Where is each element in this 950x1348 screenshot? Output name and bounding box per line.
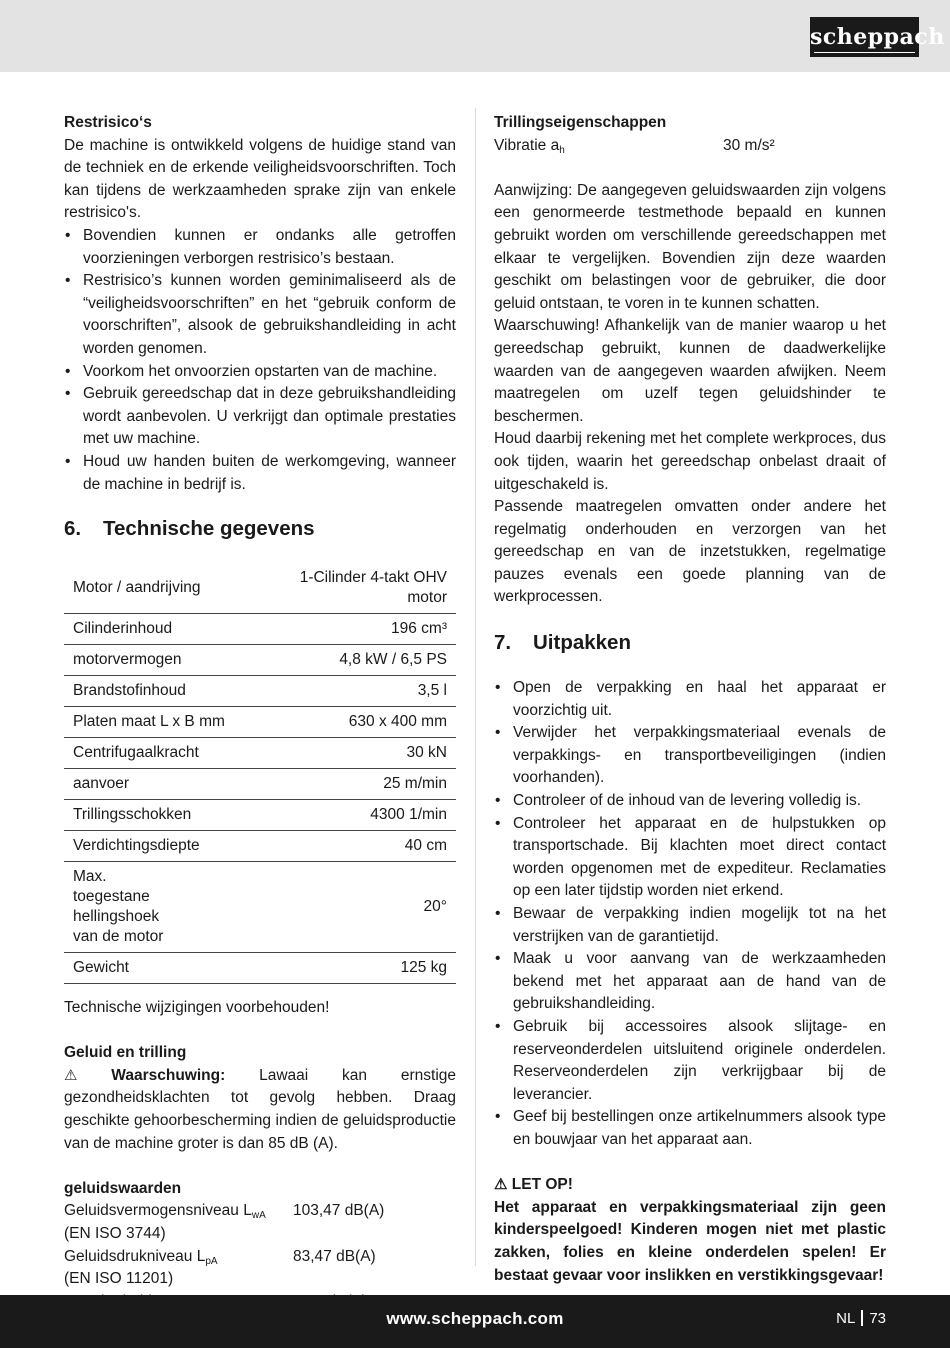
tech-label: Centrifugaalkracht [64, 738, 288, 769]
tech-value: 30 kN [288, 738, 456, 769]
list-item: • Controleer het apparaat en de hulpstukken op transportschade. Bij klachten moet direct contact worden opgenomen met de expediteur. Reclamaties op een later tijdstip worden niet erkend. [494, 813, 886, 903]
section-7-heading [494, 630, 886, 656]
table-row [64, 862, 456, 953]
list-item: • Gebruik bij accessoires alsook slijtage- en reserveonderdelen uitsluitend originele onderdelen. Reserveonderdelen zijn verkrijgbaar bij de leverancier. [494, 1016, 886, 1106]
section-title: Technische gegevens [103, 517, 315, 541]
left-column [64, 112, 456, 1313]
paragraph: Aanwijzing: De aangegeven geluidswaarden zijn volgens een genormeerde testmethode bepaald en kunnen gebruikt worden om verschillende gereedschappen met elkaar te vergelijken. Bovendien zijn deze waarden geschikt om belastingen voor de gebruiker, die door geluid ontstaan, te voren in te kunnen schatten. [494, 181, 886, 312]
list-item: • Verwijder het verpakkingsmateriaal evenals de verpakkings- en transportbeveiligingen (indien voorhanden). [494, 722, 886, 790]
vibration-value: 30 m/s² [723, 136, 775, 154]
table-row [64, 563, 456, 614]
tech-note: Technische wijzigingen voorbehouden! [64, 999, 330, 1017]
sound-label: Geluidsdrukniveau L [64, 1247, 206, 1265]
paragraph: Houd daarbij rekening met het complete werkproces, dus ook tijden, waarin het gereedschap onbelast draait of uitgeschakeld is. [494, 430, 887, 493]
risks-title: Restrisico‘s [64, 114, 152, 131]
tech-value: 1-Cilinder 4-takt OHV motor [288, 563, 456, 614]
warning-label: Waarschuwing: [111, 1066, 226, 1084]
sound-value: 83,47 dB(A) [293, 1247, 376, 1265]
table-row [64, 831, 456, 862]
noise-title: Geluid en trilling [64, 1044, 187, 1062]
table-row [64, 614, 456, 645]
list-item: • Bewaar de verpakking indien mogelijk tot na het verstrijken van de garantietijd. [494, 903, 886, 948]
tech-table [64, 563, 456, 984]
header-bar [0, 0, 950, 72]
tech-label: aanvoer [64, 769, 288, 800]
tech-value: 4300 1/min [288, 800, 456, 831]
separator [861, 1310, 863, 1326]
table-row [64, 645, 456, 676]
vibration-title: Trillingseigenschappen [494, 114, 667, 131]
list-item: • Voorkom het onvoorzien opstarten van de machine. [64, 361, 456, 384]
vibration-label: Vibratie a [494, 136, 560, 154]
sound-subscript: wA [251, 1210, 266, 1222]
paragraph: Passende maatregelen omvatten onder andere het regelmatig onderhouden en verzorgen van het gereedschap en van de inzetstukken, regelmatige pauzes evenals een goede planning van de werkprocessen. [494, 498, 886, 606]
paragraph: Waarschuwing! Afhankelijk van de manier waarop u het gereedschap gebruikt, kunnen de daadwerkelijke waarden van de aangegeven waarden afwijken. Neem maatregelen om uzelf tegen geluidshinder te beschermen. [494, 317, 886, 425]
list-item: • Open de verpakking en haal het apparaat er voorzichtig uit. [494, 677, 886, 722]
table-row [64, 676, 456, 707]
table-row [64, 800, 456, 831]
brand-logo: scheppach [810, 17, 919, 57]
section-number: 7. [494, 631, 512, 655]
tech-label: Verdichtingsdiepte [64, 831, 288, 862]
vibration-row [494, 135, 886, 158]
tech-value: 125 kg [288, 953, 456, 984]
table-row [64, 953, 456, 984]
sound-value: 103,47 dB(A) [293, 1202, 385, 1220]
values-title: geluidswaarden [64, 1179, 182, 1197]
risks-intro: De machine is ontwikkeld volgens de huidige stand van de techniek en de erkende veiligheidsvoorschriften. Toch kan tijdens de werkzaamheden sprake zijn van enkele restrisico's. [64, 136, 456, 222]
website-link[interactable]: www.scheppach.com [386, 1309, 564, 1328]
tech-label: Trillingsschokken [64, 800, 288, 831]
tech-label: Brandstofinhoud [64, 676, 288, 707]
table-row [64, 707, 456, 738]
tech-value: 40 cm [288, 831, 456, 862]
table-row [64, 769, 456, 800]
unpack-list [494, 677, 886, 1151]
tech-label: Motor / aandrijving [64, 563, 288, 614]
list-item: • Houd uw handen buiten de werkomgeving, wanneer de machine in bedrijf is. [64, 451, 456, 496]
table-row [64, 738, 456, 769]
sound-standard: (EN ISO 3744) [64, 1225, 166, 1243]
attention-heading [494, 1174, 886, 1197]
column-divider [475, 108, 476, 1266]
tech-value: 630 x 400 mm [288, 707, 456, 738]
warning-text: Lawaai kan ernstige gezondheidsklachten tot gevolg hebben. Draag geschikte gehoorbescherming indien de geluidsproductie van de machine groter is dan 85 dB (A). [64, 1066, 457, 1152]
section-title: Uitpakken [533, 631, 631, 655]
list-item: • Maak u voor aanvang van de werkzaamheden bekend met het apparaat aan de hand van de gebruikshandleiding. [494, 948, 886, 1016]
warning-triangle-icon: ⚠ [494, 1176, 508, 1194]
noise-warning [64, 1065, 456, 1155]
tech-value: 196 cm³ [288, 614, 456, 645]
risks-list [64, 225, 456, 496]
list-item: • Geef bij bestellingen onze artikelnummers alsook type en bouwjaar van het apparaat aan. [494, 1106, 886, 1151]
list-item: • Controleer of de inhoud van de levering volledig is. [494, 790, 886, 813]
sound-value-row [64, 1200, 456, 1223]
page-number: 73 [869, 1310, 886, 1327]
warning-triangle-icon: ⚠ [64, 1066, 78, 1084]
section-number: 6. [64, 517, 82, 541]
tech-value: 3,5 l [288, 676, 456, 707]
sound-label: Geluidsvermogensniveau L [64, 1202, 252, 1220]
tech-label: Platen maat L x B mm [64, 707, 288, 738]
tech-value: 20° [288, 862, 456, 953]
sound-value-row [64, 1246, 456, 1269]
tech-label: Cilinderinhoud [64, 614, 288, 645]
list-item: • Restrisico’s kunnen worden geminimaliseerd als de “veiligheidsvoorschriften” en het “gebruik conform de voorschriften”, alsook de gebruikshandleiding in acht worden genomen. [64, 270, 456, 360]
page-indicator [836, 1310, 886, 1327]
tech-label: motorvermogen [64, 645, 288, 676]
attention-title: LET OP! [511, 1176, 573, 1194]
sound-subscript: pA [205, 1255, 218, 1267]
right-column [494, 112, 886, 1287]
footer-bar [0, 1295, 950, 1348]
tech-label: Max. toegestane hellingshoek van de motor [64, 862, 288, 953]
tech-value: 25 m/min [288, 769, 456, 800]
language-code: NL [836, 1310, 856, 1327]
sound-standard: (EN ISO 11201) [64, 1270, 174, 1288]
list-item: • Bovendien kunnen er ondanks alle getroffen voorzieningen verborgen restrisico’s bestaan. [64, 225, 456, 270]
tech-label: Gewicht [64, 953, 288, 984]
tech-value: 4,8 kW / 6,5 PS [288, 645, 456, 676]
attention-text: Het apparaat en verpakkingsmateriaal zijn geen kinderspeelgoed! Kinderen mogen niet met plastic zakken, folies en kleine onderdelen spelen! Er bestaat gevaar voor inslikken en verstikkingsgevaar! [494, 1198, 886, 1284]
list-item: • Gebruik gereedschap dat in deze gebruikshandleiding wordt aanbevolen. U verkrijgt dan optimale prestaties met uw machine. [64, 383, 456, 451]
vibration-subscript: h [559, 144, 565, 156]
section-6-heading [64, 516, 456, 542]
